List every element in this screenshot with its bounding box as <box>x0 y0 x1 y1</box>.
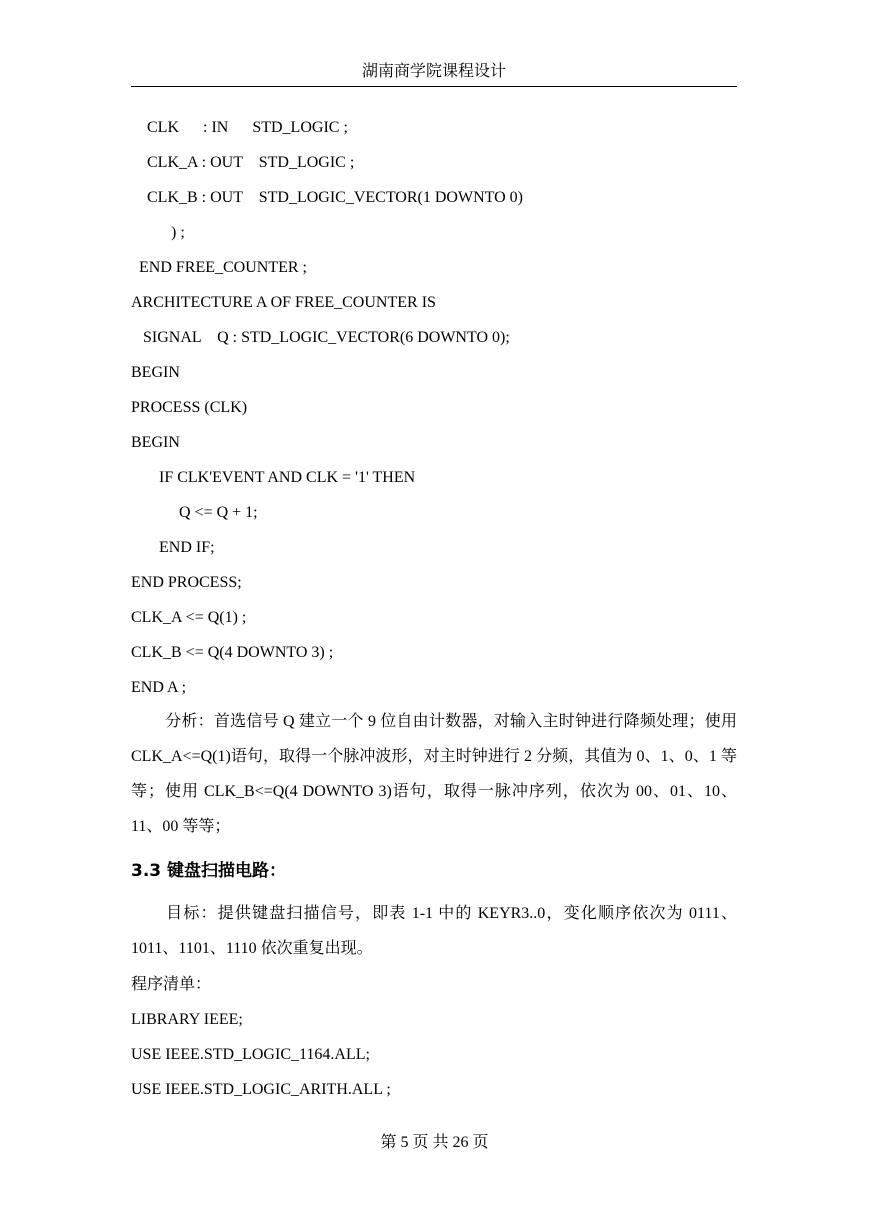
code-line: USE IEEE.STD_LOGIC_ARITH.ALL ; <box>131 1081 391 1098</box>
code-line: PROCESS (CLK) <box>131 399 248 416</box>
code-line: SIGNAL Q : STD_LOGIC_VECTOR(6 DOWNTO 0); <box>131 329 510 346</box>
code-line: CLK_B : OUT STD_LOGIC_VECTOR(1 DOWNTO 0) <box>131 189 523 206</box>
code-line: END FREE_COUNTER ; <box>131 259 307 276</box>
page-footer: 第 5 页 共 26 页 <box>380 1134 489 1151</box>
code-line: CLK_A <= Q(1) ; <box>131 609 247 626</box>
goal-text: 目标：提供键盘扫描信号，即表 1-1 中的 KEYR3..0，变化顺序依次为 0111、1011、1101、1110 依次重复出现。 <box>131 905 737 957</box>
code-line: END A ; <box>131 679 187 696</box>
code-line: IF CLK'EVENT AND CLK = '1' THEN <box>131 469 416 486</box>
code-line: CLK : IN STD_LOGIC ; <box>131 119 348 136</box>
code-line: USE IEEE.STD_LOGIC_1164.ALL; <box>131 1046 370 1063</box>
section-heading: 3.3 键盘扫描电路： <box>131 861 287 881</box>
code-line: CLK_B <= Q(4 DOWNTO 3) ; <box>131 644 334 661</box>
listing-label: 程序清单： <box>131 976 212 993</box>
analysis-paragraph <box>131 704 737 844</box>
code-line: LIBRARY IEEE; <box>131 1011 243 1028</box>
code-line: BEGIN <box>131 434 180 451</box>
analysis-text: 分析：首选信号 Q 建立一个 9 位自由计数器，对输入主时钟进行降频处理；使用 CLK_A<=Q(1)语句，取得一个脉冲波形，对主时钟进行 2 分频，其值为 0、1、0、1 等等；使用 CLK_B<=Q(4 DOWNTO 3)语句，取得一脉冲序列，依次为 00、01、10、11、00 等等； <box>131 713 737 835</box>
code-line: ARCHITECTURE A OF FREE_COUNTER IS <box>131 294 436 311</box>
goal-paragraph <box>131 896 737 966</box>
code-line: END IF; <box>131 539 215 556</box>
code-line: END PROCESS; <box>131 574 242 591</box>
page-header: 湖南商学院课程设计 <box>131 60 737 87</box>
code-line: Q <= Q + 1; <box>131 504 258 521</box>
code-line: ) ; <box>131 224 185 241</box>
code-line: BEGIN <box>131 364 180 381</box>
code-line: CLK_A : OUT STD_LOGIC ; <box>131 154 355 171</box>
